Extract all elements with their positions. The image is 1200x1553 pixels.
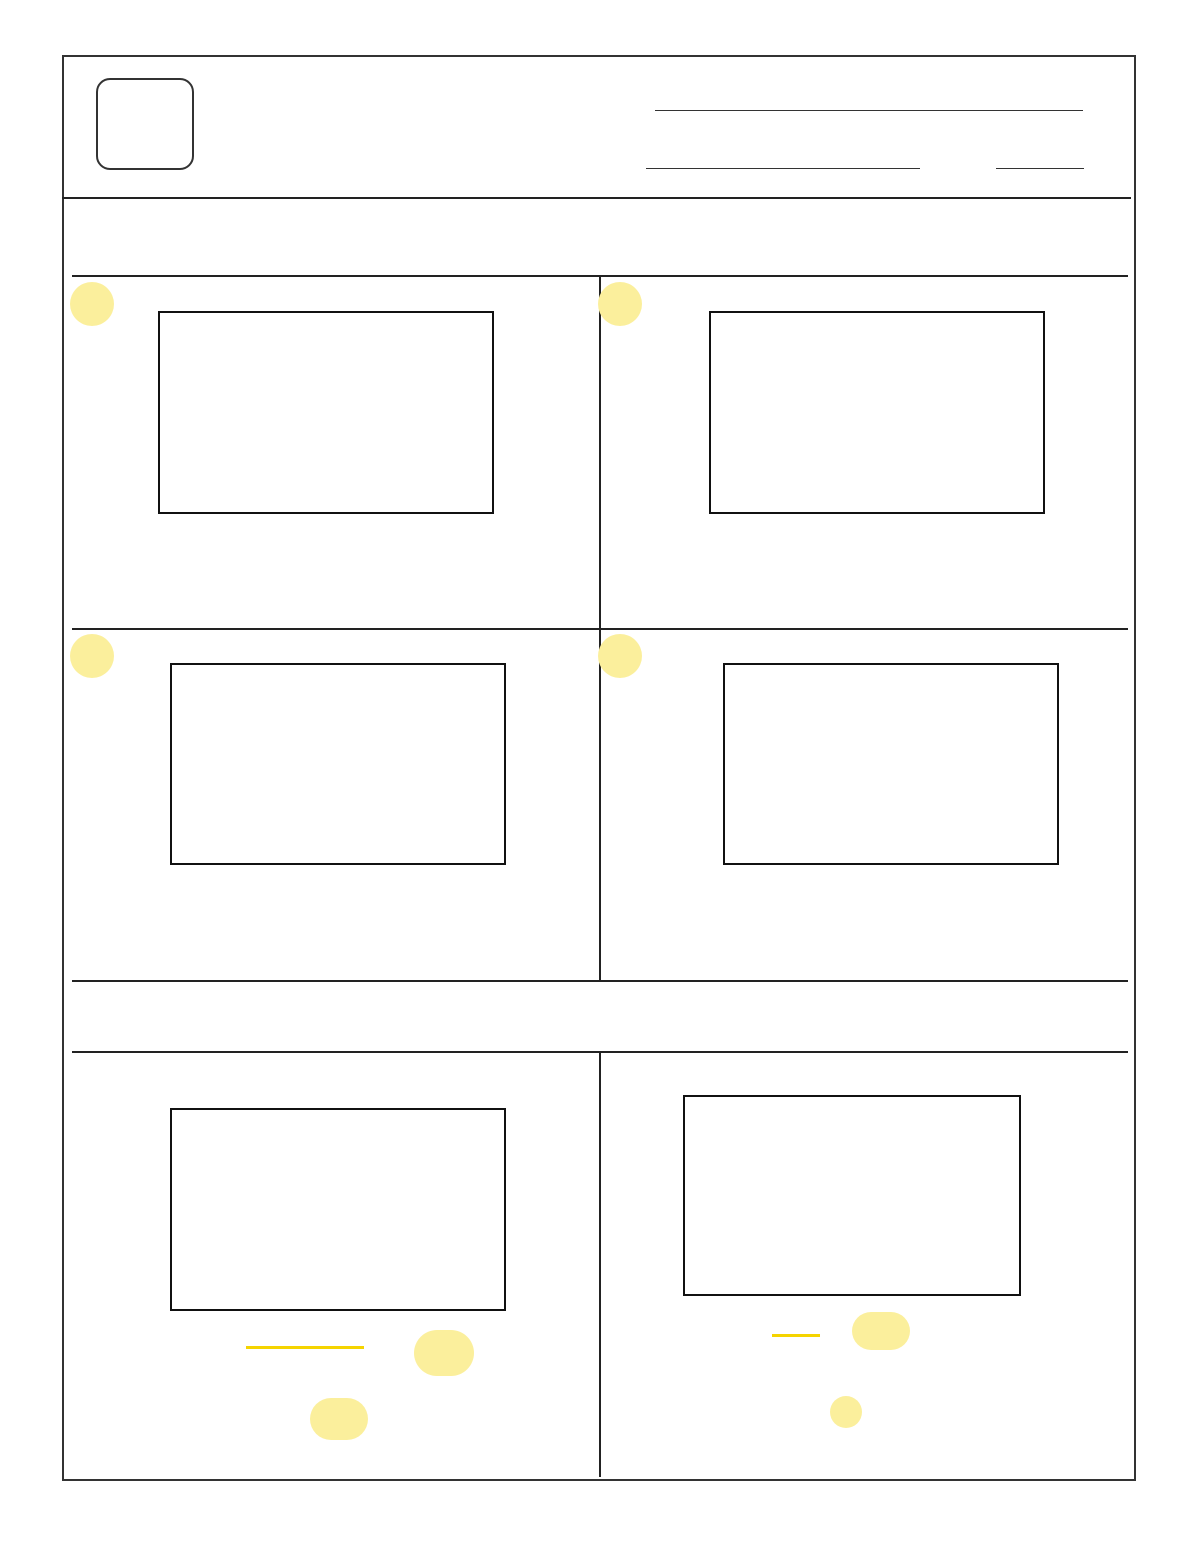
problem-5-amplitude-highlight	[414, 1330, 474, 1376]
graph-2	[709, 311, 1045, 514]
date-underline	[646, 168, 920, 169]
graph-5-plot	[172, 1110, 504, 1309]
problem-5-period-highlight	[310, 1398, 368, 1440]
part2-center-line	[599, 1052, 601, 1477]
graph-6	[683, 1095, 1021, 1296]
period-underline	[996, 168, 1084, 169]
header-divider	[62, 197, 1131, 199]
graph-1-plot	[160, 313, 492, 512]
graph-2-plot	[711, 313, 1043, 512]
problem-3-highlight	[70, 634, 114, 678]
graph-5	[170, 1108, 506, 1311]
graph-1	[158, 311, 494, 514]
problem-4-highlight	[598, 634, 642, 678]
graph-4-plot	[725, 665, 1057, 863]
name-underline	[655, 110, 1083, 111]
graph-3-plot	[172, 665, 504, 863]
problem-1-highlight	[70, 282, 114, 326]
problem-5-fraction-bar	[246, 1346, 364, 1349]
problem-6-period-highlight	[830, 1396, 862, 1428]
graph-4	[723, 663, 1059, 865]
section-badge	[96, 78, 194, 170]
problem-2-highlight	[598, 282, 642, 326]
problem-6-fraction-bar	[772, 1334, 820, 1337]
graph-3	[170, 663, 506, 865]
graph-6-plot	[685, 1097, 1019, 1294]
grid-center-line	[599, 276, 601, 981]
problem-6-amplitude-highlight	[852, 1312, 910, 1350]
